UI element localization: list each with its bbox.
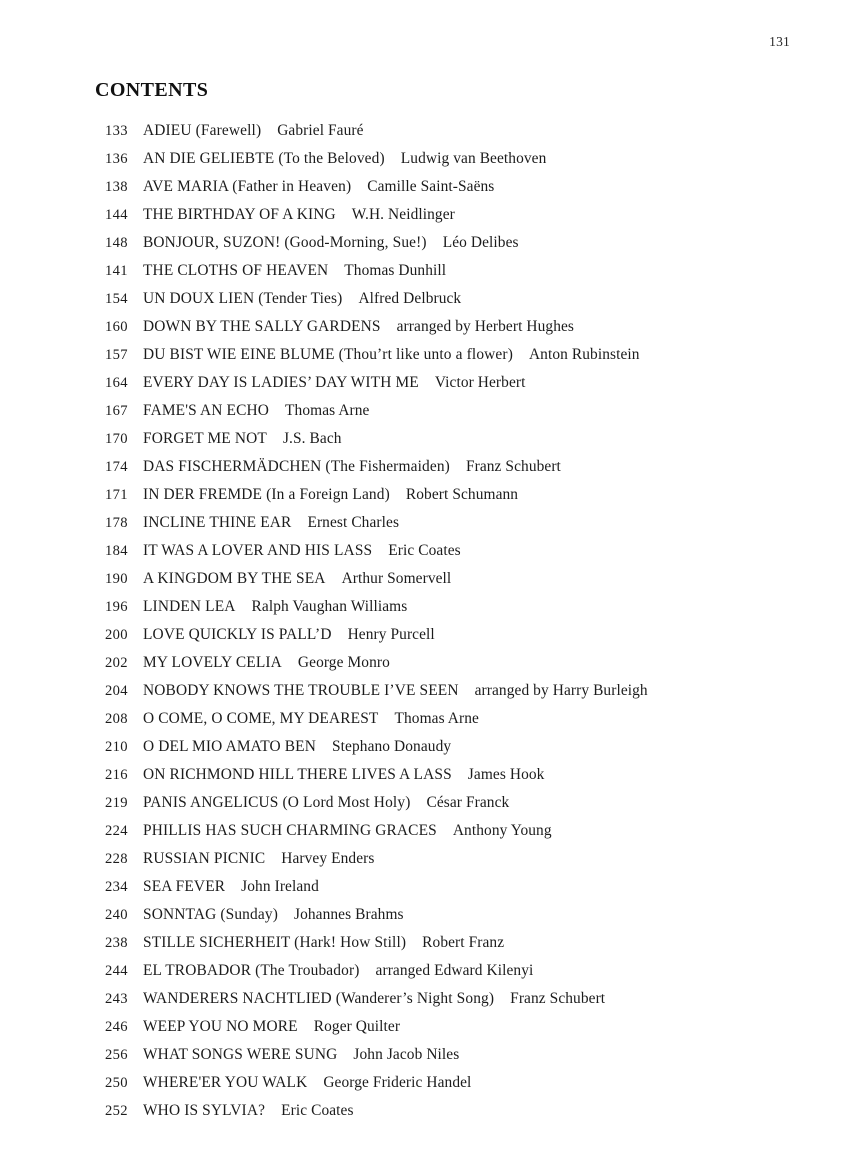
toc-entry[interactable] bbox=[0, 1041, 864, 1069]
toc-entry-title: WHO IS SYLVIA? bbox=[143, 1102, 266, 1119]
toc-entry-composer: George Frideric Handel bbox=[323, 1074, 472, 1091]
toc-entry-page-number: 157 bbox=[105, 347, 128, 363]
toc-entry-page-number: 178 bbox=[105, 515, 128, 531]
toc-entry-composer: Roger Quilter bbox=[313, 1018, 401, 1035]
toc-entry-composer: Thomas Dunhill bbox=[344, 262, 447, 279]
toc-entry[interactable] bbox=[0, 481, 864, 509]
toc-entry-title: PANIS ANGELICUS (O Lord Most Holy) bbox=[143, 794, 411, 811]
toc-entry-title: LOVE QUICKLY IS PALL’D bbox=[143, 626, 332, 643]
toc-entry-title: IN DER FREMDE (In a Foreign Land) bbox=[143, 486, 390, 503]
toc-entry-page-number: 200 bbox=[105, 627, 128, 643]
toc-entry-title: NOBODY KNOWS THE TROUBLE I’VE SEEN bbox=[143, 682, 459, 699]
toc-entry-page-number: 167 bbox=[105, 403, 128, 419]
toc-entry[interactable] bbox=[0, 733, 864, 761]
toc-entry-page-number: 256 bbox=[105, 1047, 128, 1063]
toc-entry-composer: John Ireland bbox=[241, 878, 319, 895]
toc-entry-composer: César Franck bbox=[426, 794, 510, 811]
toc-entry[interactable] bbox=[0, 929, 864, 957]
toc-entry-title: O COME, O COME, MY DEAREST bbox=[143, 710, 379, 727]
toc-entry-title: WEEP YOU NO MORE bbox=[143, 1018, 298, 1035]
toc-entry-composer: J.S. Bach bbox=[282, 430, 342, 447]
toc-entry-title: RUSSIAN PICNIC bbox=[143, 850, 266, 867]
toc-entry-composer: arranged by Herbert Hughes bbox=[396, 318, 575, 335]
toc-entry[interactable] bbox=[0, 285, 864, 313]
toc-entry-composer: Victor Herbert bbox=[434, 374, 526, 391]
toc-entry[interactable] bbox=[0, 201, 864, 229]
toc-entry-page-number: 196 bbox=[105, 599, 128, 615]
toc-entry-title: BONJOUR, SUZON! (Good-Morning, Sue!) bbox=[143, 234, 427, 251]
toc-entry-page-number: 243 bbox=[105, 991, 128, 1007]
toc-entry[interactable] bbox=[0, 705, 864, 733]
page-number: 131 bbox=[769, 34, 790, 49]
toc-entry-title: IT WAS A LOVER AND HIS LASS bbox=[143, 542, 373, 559]
toc-entry-title: ON RICHMOND HILL THERE LIVES A LASS bbox=[143, 766, 452, 783]
toc-entry[interactable] bbox=[0, 789, 864, 817]
toc-entry-title: DAS FISCHERMÄDCHEN (The Fishermaiden) bbox=[143, 458, 450, 475]
toc-entry-composer: Robert Franz bbox=[422, 934, 505, 951]
toc-entry-title: AVE MARIA (Father in Heaven) bbox=[143, 178, 352, 195]
toc-entry-page-number: 136 bbox=[105, 151, 128, 167]
toc-entry-composer: Johannes Brahms bbox=[293, 906, 404, 923]
toc-entry[interactable] bbox=[0, 313, 864, 341]
toc-entry[interactable] bbox=[0, 509, 864, 537]
toc-entry-page-number: 234 bbox=[105, 879, 128, 895]
toc-entry-composer: Eric Coates bbox=[281, 1102, 354, 1119]
toc-entry-page-number: 244 bbox=[105, 963, 128, 979]
toc-entry-page-number: 174 bbox=[105, 459, 128, 475]
toc-entry-composer: Gabriel Fauré bbox=[277, 122, 364, 139]
toc-entry-page-number: 219 bbox=[105, 795, 128, 811]
toc-entry-title: THE BIRTHDAY OF A KING bbox=[143, 206, 336, 223]
toc-entry-title: AN DIE GELIEBTE (To the Beloved) bbox=[143, 150, 385, 167]
toc-entry[interactable] bbox=[0, 369, 864, 397]
toc-entry[interactable] bbox=[0, 341, 864, 369]
toc-entry-page-number: 240 bbox=[105, 907, 128, 923]
toc-entry-composer: Anthony Young bbox=[452, 822, 552, 839]
toc-entry-page-number: 224 bbox=[105, 823, 128, 839]
toc-entry-composer: James Hook bbox=[467, 766, 545, 783]
toc-entry-title: PHILLIS HAS SUCH CHARMING GRACES bbox=[143, 822, 437, 839]
toc-entry[interactable] bbox=[0, 1013, 864, 1041]
toc-entry-title: DU BIST WIE EINE BLUME (Thou’rt like unto a flower) bbox=[143, 346, 513, 363]
toc-entry[interactable] bbox=[0, 173, 864, 201]
toc-entry[interactable] bbox=[0, 565, 864, 593]
toc-entry-composer: Camille Saint-Saëns bbox=[367, 178, 495, 195]
toc-entry-page-number: 133 bbox=[105, 123, 128, 139]
toc-entry-page-number: 170 bbox=[105, 431, 128, 447]
toc-entry[interactable] bbox=[0, 593, 864, 621]
toc-entry-composer: Ludwig van Beethoven bbox=[400, 150, 547, 167]
toc-entry-title: FORGET ME NOT bbox=[143, 430, 267, 447]
toc-entry-composer: Thomas Arne bbox=[285, 402, 370, 419]
toc-entry-title: A KINGDOM BY THE SEA bbox=[143, 570, 326, 587]
toc-entry-page-number: 202 bbox=[105, 655, 128, 671]
toc-entry-composer: Franz Schubert bbox=[465, 458, 561, 475]
toc-entry[interactable] bbox=[0, 1069, 864, 1097]
toc-entry-composer: Alfred Delbruck bbox=[358, 290, 462, 307]
toc-entry[interactable] bbox=[0, 873, 864, 901]
toc-entry[interactable] bbox=[0, 453, 864, 481]
toc-entry[interactable] bbox=[0, 229, 864, 257]
toc-entry-title: FAME'S AN ECHO bbox=[143, 402, 270, 419]
toc-entry-page-number: 154 bbox=[105, 291, 128, 307]
toc-entry-composer: John Jacob Niles bbox=[353, 1046, 460, 1063]
toc-entry-composer: Stephano Donaudy bbox=[332, 738, 452, 755]
toc-entry-page-number: 216 bbox=[105, 767, 128, 783]
toc-entry-page-number: 208 bbox=[105, 711, 128, 727]
toc-entry[interactable] bbox=[0, 145, 864, 173]
toc-entry-title: WHAT SONGS WERE SUNG bbox=[143, 1046, 338, 1063]
toc-entry[interactable] bbox=[0, 117, 864, 145]
toc-entry-composer: W.H. Neidlinger bbox=[351, 206, 455, 223]
toc-entry-page-number: 184 bbox=[105, 543, 128, 559]
toc-entry-page-number: 144 bbox=[105, 207, 128, 223]
toc-entry[interactable] bbox=[0, 957, 864, 985]
toc-entry[interactable] bbox=[0, 817, 864, 845]
toc-entry-page-number: 250 bbox=[105, 1075, 128, 1091]
toc-entry-page-number: 141 bbox=[105, 263, 128, 279]
toc-entry-composer: George Monro bbox=[297, 654, 390, 671]
toc-entry-page-number: 252 bbox=[105, 1103, 128, 1119]
toc-entry-page-number: 228 bbox=[105, 851, 128, 867]
toc-entry-title: WANDERERS NACHTLIED (Wanderer’s Night Song) bbox=[143, 990, 495, 1007]
toc-entry[interactable] bbox=[0, 257, 864, 285]
toc-entry-composer: Henry Purcell bbox=[347, 626, 435, 643]
toc-entry-page-number: 190 bbox=[105, 571, 128, 587]
toc-entry-composer: Ernest Charles bbox=[307, 514, 400, 531]
toc-entry-title: O DEL MIO AMATO BEN bbox=[143, 738, 317, 755]
toc-entry-composer: Anton Rubinstein bbox=[528, 346, 640, 363]
toc-entry-composer: Ralph Vaughan Williams bbox=[251, 598, 408, 615]
toc-entry-title: INCLINE THINE EAR bbox=[143, 514, 292, 531]
toc-entry-page-number: 171 bbox=[105, 487, 128, 503]
toc-entry-title: DOWN BY THE SALLY GARDENS bbox=[143, 318, 381, 335]
toc-entry-title: WHERE'ER YOU WALK bbox=[143, 1074, 308, 1091]
toc-entry[interactable] bbox=[0, 621, 864, 649]
toc-entry-composer: Franz Schubert bbox=[510, 990, 606, 1007]
toc-entry[interactable] bbox=[0, 845, 864, 873]
toc-entry-composer: Léo Delibes bbox=[442, 234, 519, 251]
toc-entry-title: LINDEN LEA bbox=[143, 598, 236, 615]
toc-entry-title: MY LOVELY CELIA bbox=[143, 654, 282, 671]
toc-entry-page-number: 148 bbox=[105, 235, 128, 251]
toc-entry-composer: arranged by Harry Burleigh bbox=[474, 682, 648, 699]
toc-entry[interactable] bbox=[0, 397, 864, 425]
toc-entry-page-number: 160 bbox=[105, 319, 128, 335]
toc-entry-composer: Robert Schumann bbox=[405, 486, 519, 503]
toc-entry-title: STILLE SICHERHEIT (Hark! How Still) bbox=[143, 934, 407, 951]
toc-entry-title: UN DOUX LIEN (Tender Ties) bbox=[143, 290, 343, 307]
toc-entry-page-number: 238 bbox=[105, 935, 128, 951]
toc-entry[interactable] bbox=[0, 649, 864, 677]
toc-entry-page-number: 164 bbox=[105, 375, 128, 391]
page-title: CONTENTS bbox=[95, 79, 209, 101]
toc-entry-title: THE CLOTHS OF HEAVEN bbox=[143, 262, 329, 279]
toc-entry[interactable] bbox=[0, 537, 864, 565]
toc-entry[interactable] bbox=[0, 1097, 864, 1125]
toc-entry-composer: Eric Coates bbox=[388, 542, 461, 559]
toc-entry-composer: arranged Edward Kilenyi bbox=[375, 962, 534, 979]
toc-entry-composer: Harvey Enders bbox=[281, 850, 375, 867]
table-of-contents-list bbox=[0, 117, 864, 1125]
toc-entry-title: EL TROBADOR (The Troubador) bbox=[143, 962, 360, 979]
toc-entry-page-number: 246 bbox=[105, 1019, 128, 1035]
toc-entry-composer: Arthur Somervell bbox=[341, 570, 452, 587]
toc-entry-title: EVERY DAY IS LADIES’ DAY WITH ME bbox=[143, 374, 419, 391]
toc-entry-composer: Thomas Arne bbox=[394, 710, 479, 727]
toc-entry-title: ADIEU (Farewell) bbox=[143, 122, 262, 139]
toc-entry-title: SONNTAG (Sunday) bbox=[143, 906, 278, 923]
toc-entry[interactable] bbox=[0, 425, 864, 453]
toc-entry-title: SEA FEVER bbox=[143, 878, 226, 895]
toc-entry-page-number: 210 bbox=[105, 739, 128, 755]
toc-entry-page-number: 138 bbox=[105, 179, 128, 195]
toc-entry[interactable] bbox=[0, 985, 864, 1013]
toc-entry-page-number: 204 bbox=[105, 683, 128, 699]
toc-entry[interactable] bbox=[0, 901, 864, 929]
toc-entry[interactable] bbox=[0, 677, 864, 705]
toc-entry[interactable] bbox=[0, 761, 864, 789]
